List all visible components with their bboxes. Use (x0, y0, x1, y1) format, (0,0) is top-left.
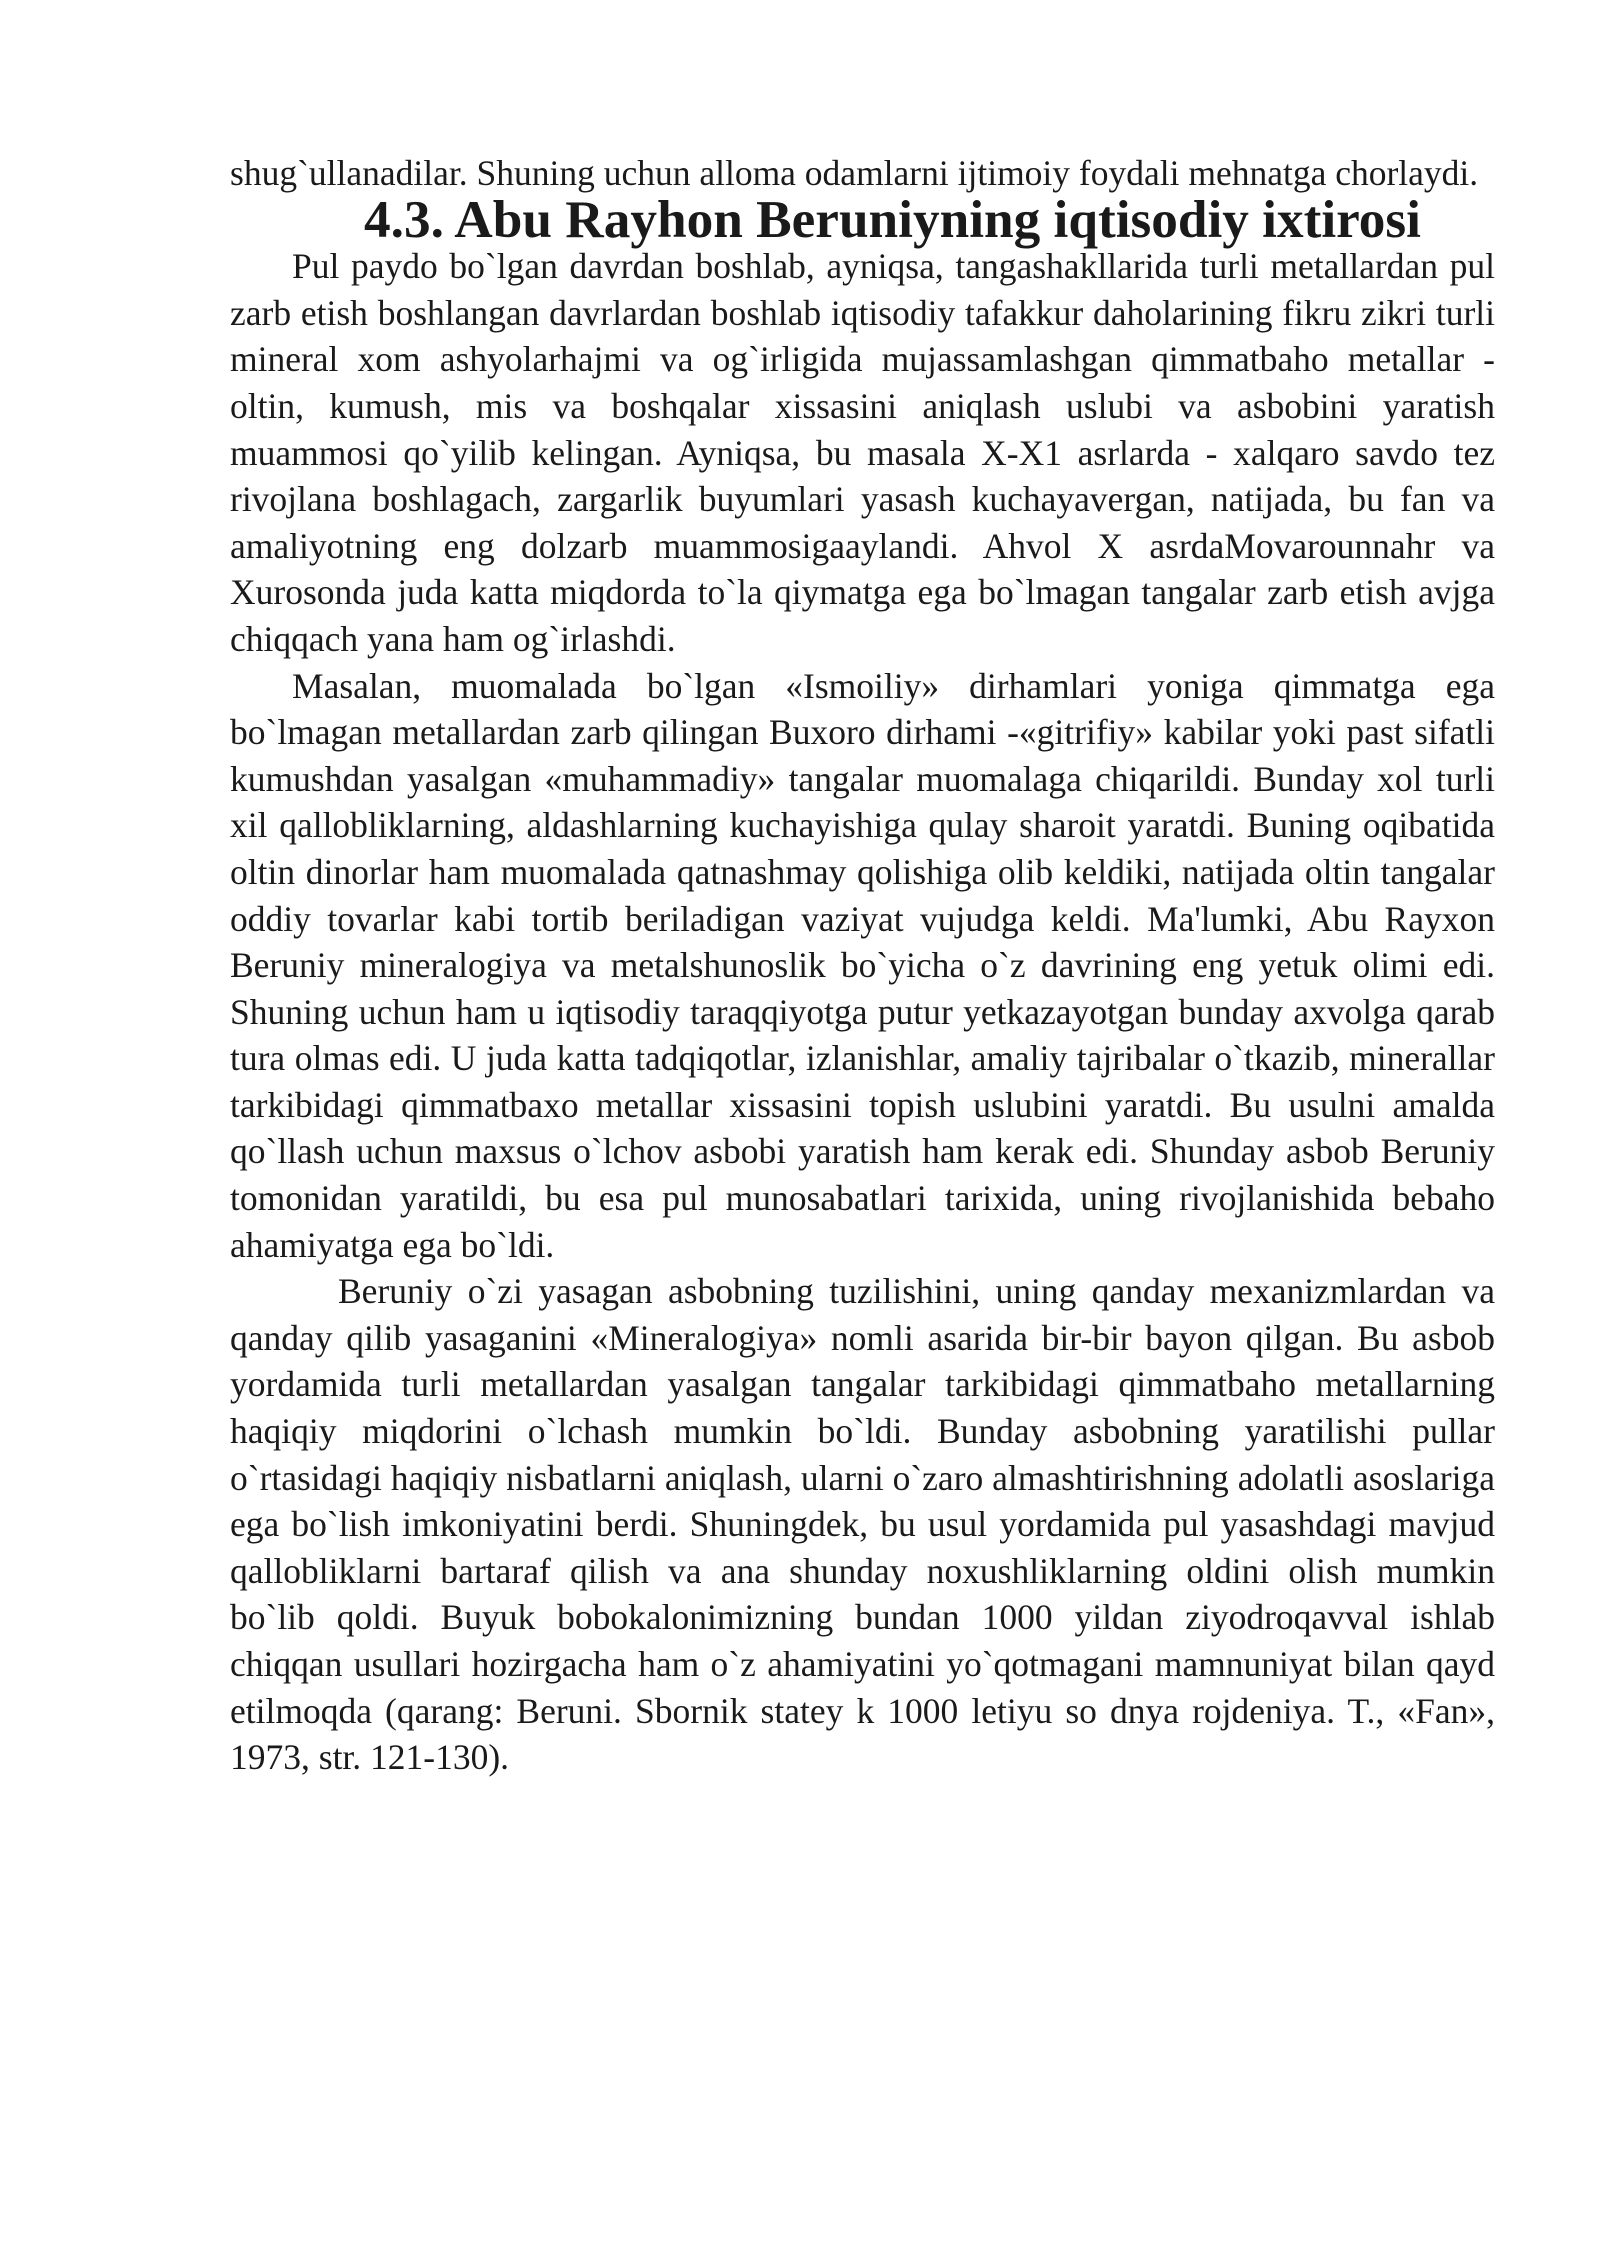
body-paragraph-2: Masalan, muomalada bo`lgan «Ismoiliy» dirhamlari yoniga qimmatga ega bo`lmagan metallardan zarb qilingan Buxoro dirhami -«gitrifiy» kabilar yoki past sifatli kumushdan yasalgan «muhammadiy» tangalar muomalaga chiqarildi. Bunday xol turli xil qallobliklarning, aldashlarning kuchayishiga qulay sharoit yaratdi. Buning oqibatida oltin dinorlar ham muomalada qatnashmay qolishiga olib keldiki, natijada oltin tangalar oddiy tovarlar kabi tortib beriladigan vaziyat vujudga keldi. Ma'lumki, Abu Rayxon Beruniy mineralogiya va metalshunoslik bo`yicha o`z davrining eng yetuk olimi edi. Shuning uchun ham u iqtisodiy taraqqiyotga putur yetkazayotgan bunday axvolga qarab tura olmas edi. U juda katta tadqiqotlar, izlanishlar, amaliy tajribalar o`tkazib, minerallar tarkibidagi qimmatbaxo metallar xissasini topish uslubini yaratdi. Bu usulni amalda qo`llash uchun maxsus o`lchov asbobi yaratish ham kerak edi. Shunday asbob Beruniy tomonidan yaratildi, bu esa pul munosabatlari tarixida, uning rivojlanishida bebaho ahamiyatga ega bo`ldi. (230, 665, 1495, 1265)
section-heading: 4.3. Abu Rayhon Beruniyning iqtisodiy ixtirosi (364, 189, 1421, 249)
document-page (230, 150, 1495, 1781)
intro-paragraph: shug`ullanadilar. Shuning uchun alloma odamlarni ijtimoiy foydali mehnatga chorlaydi. (230, 153, 1479, 193)
body-paragraph-3: Beruniy o`zi yasagan asbobning tuzilishini, uning qanday mexanizmlardan va qanday qilib yasaganini «Mineralogiya» nomli asarida bir-bir bayon qilgan. Bu asbob yordamida turli metallardan yasalgan tangalar tarkibidagi qimmatbaho metallarning haqiqiy miqdorini o`lchash mumkin bo`ldi. Bunday asbobning yaratilishi pullar o`rtasidagi haqiqiy nisbatlarni aniqlash, ularni o`zaro almashtirishning adolatli asoslariga ega bo`lish imkoniyatini berdi. Shuningdek, bu usul yordamida pul yasashdagi mavjud qallobliklarni bartaraf qilish va ana shunday noxushliklarning oldini olish mumkin bo`lib qoldi. Buyuk bobokalonimizning bundan 1000 yildan ziyodroqavval ishlab chiqqan usullari hozirgacha ham o`z ahamiyatini yo`qotmagani mamnuniyat bilan qayd etilmoqda (qarang: Beruni. Sbornik statey k 1000 letiyu so dnya rojdeniya. T., «Fan», 1973, str. 121-130). (230, 1271, 1495, 1778)
body-paragraph-1: Pul paydo bo`lgan davrdan boshlab, ayniqsa, tangashakllarida turli metallardan pul zarb etish boshlangan davrlardan boshlab iqtisodiy tafakkur daholarining fikru zikri turli mineral xom ashyolarhajmi va og`irligida mujassamlashgan qimmatbaho metallar - oltin, kumush, mis va boshqalar xissasini aniqlash uslubi va asbobini yaratish muammosi qo`yilib kelingan. Ayniqsa, bu masala X-X1 asrlarda - xalqaro savdo tez rivojlana boshlagach, zargarlik buyumlari yasash kuchayavergan, natijada, bu fan va amaliyotning eng dolzarb muammosigaaylandi. Ahvol X asrdaMovarounnahr va Xurosonda juda katta miqdorda to`la qiymatga ega bo`lmagan tangalar zarb etish avjga chiqqach yana ham og`irlashdi. (230, 246, 1495, 659)
